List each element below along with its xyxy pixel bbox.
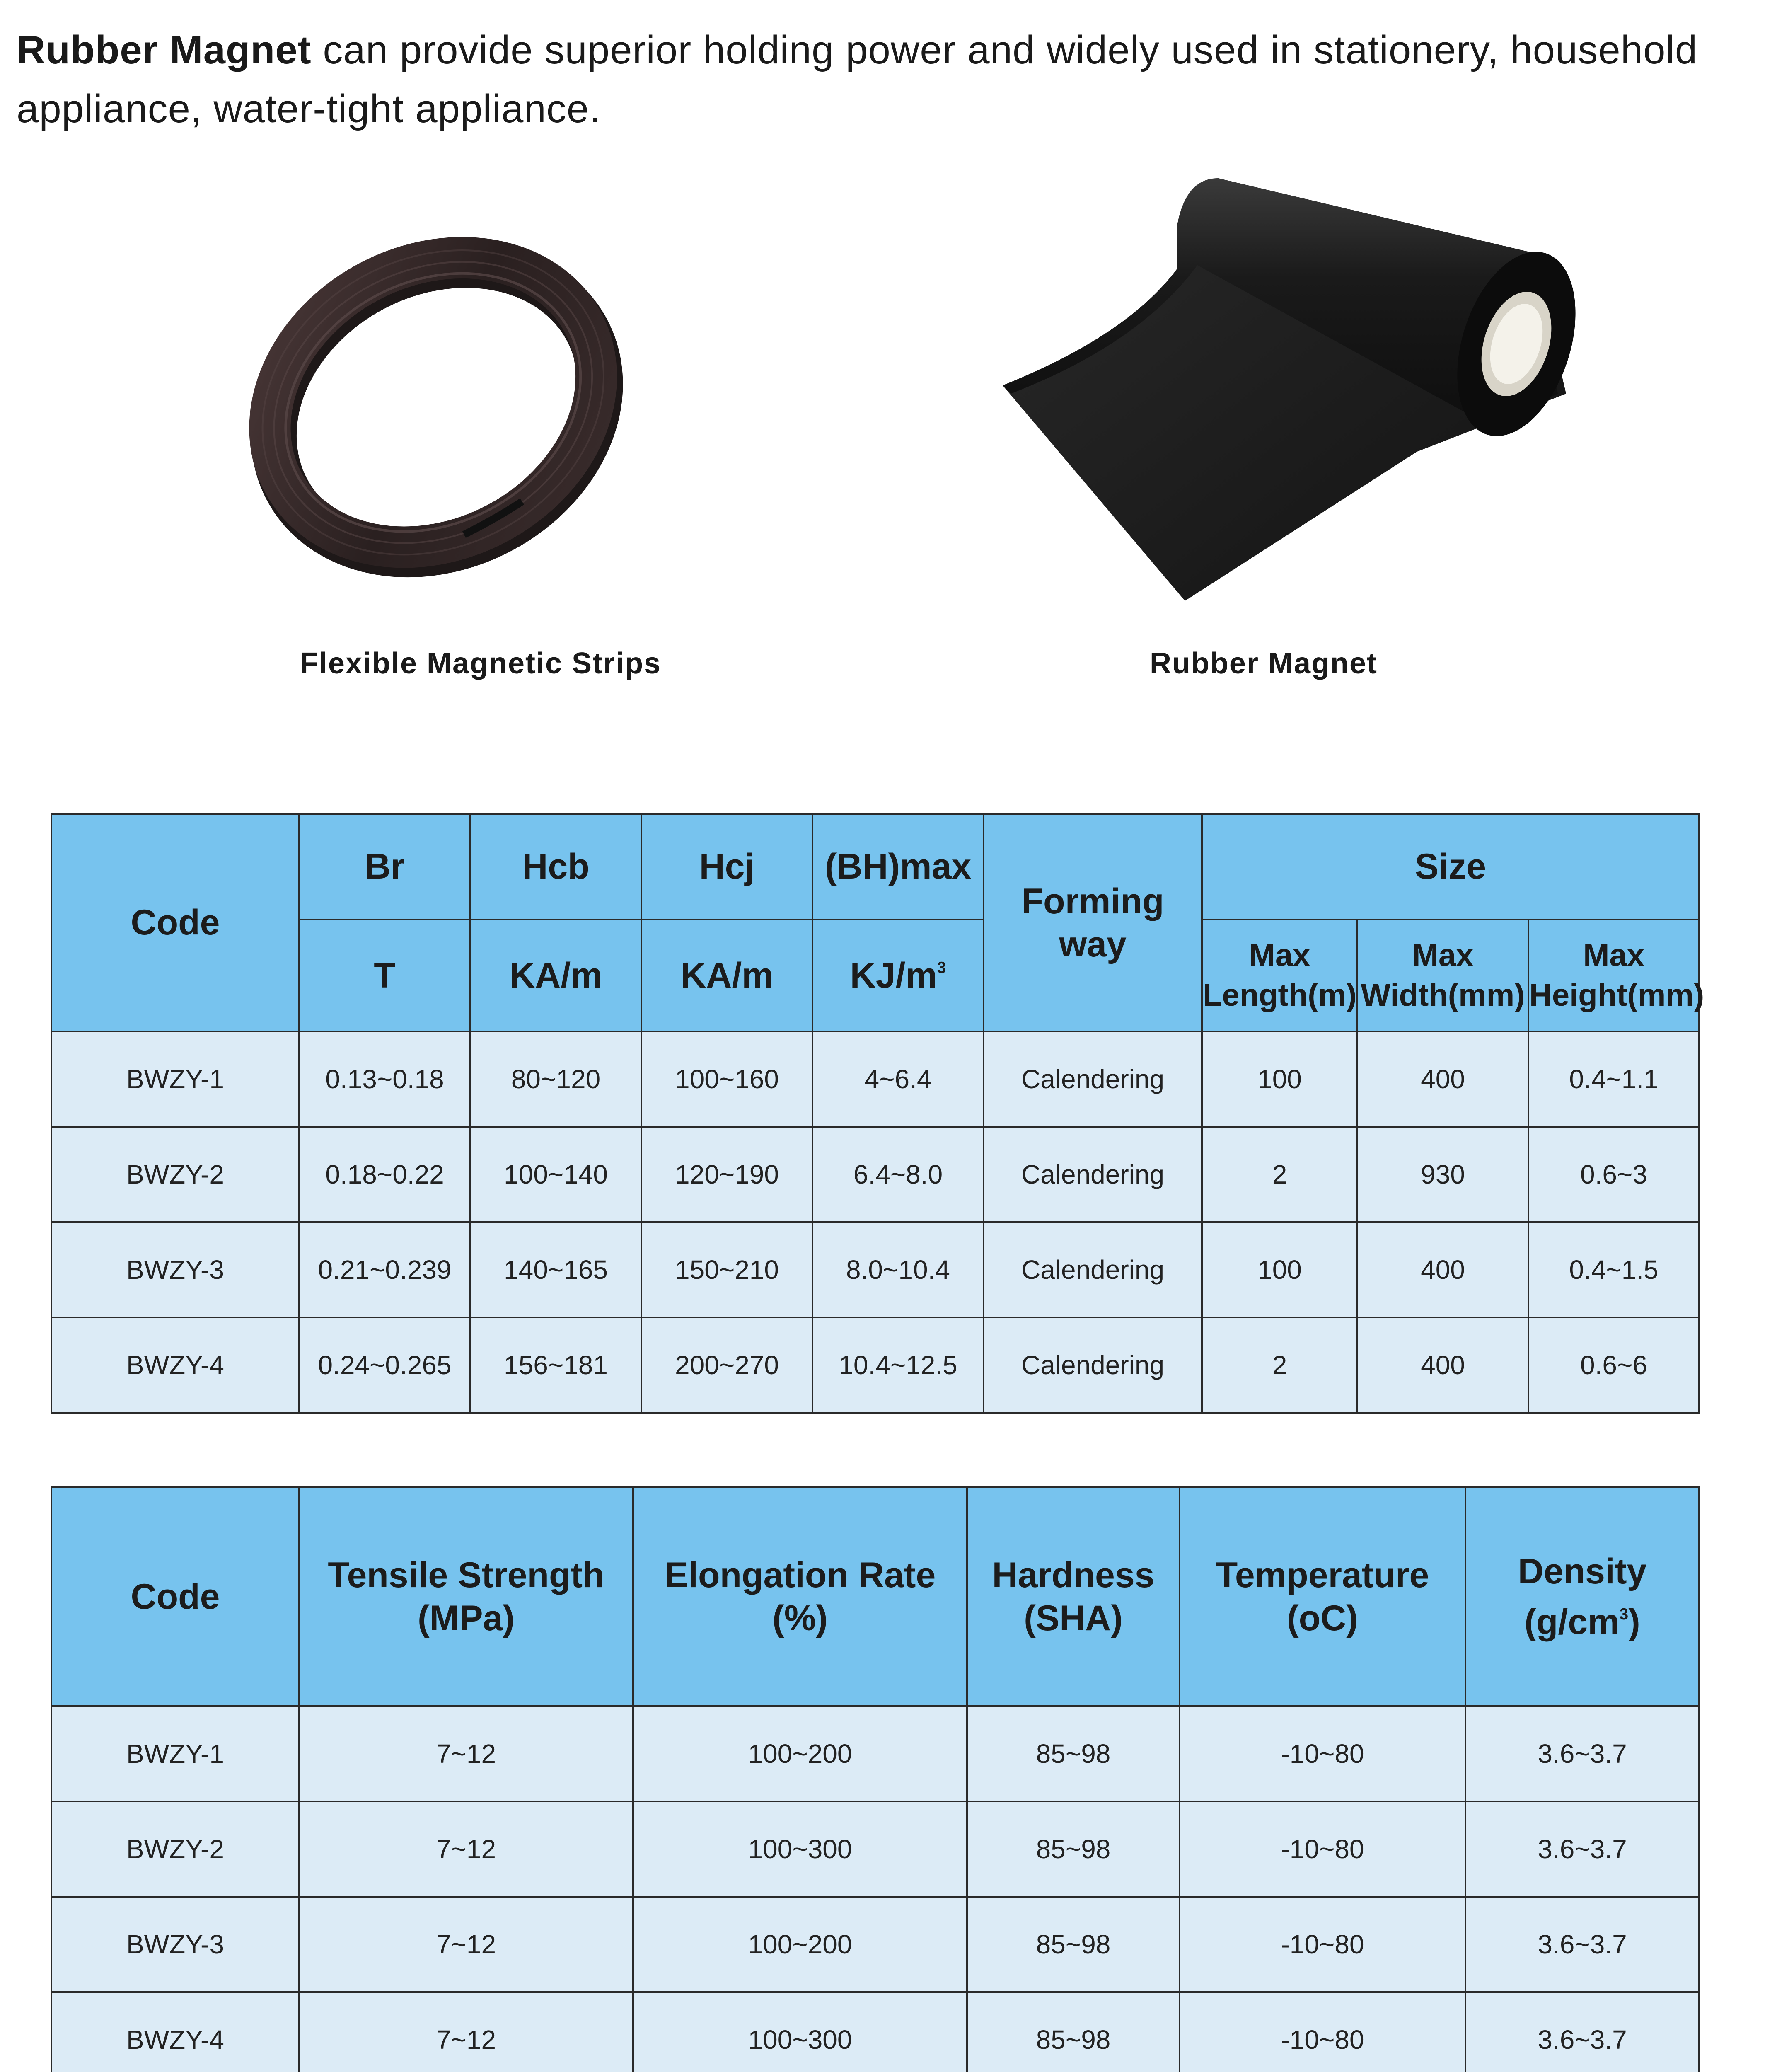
table-cell: 8.0~10.4 [812, 1222, 984, 1317]
header-bhmax: (BH)max [812, 814, 984, 920]
table-cell: 7~12 [299, 1992, 633, 2072]
table-cell: 7~12 [299, 1801, 633, 1897]
table-row [51, 1706, 1699, 1801]
table-cell: 10.4~12.5 [812, 1317, 984, 1413]
header-size: Size [1202, 814, 1699, 920]
table-cell: 150~210 [641, 1222, 812, 1317]
rubber-magnet-roll-image [1003, 162, 1591, 609]
table-cell: 930 [1357, 1127, 1528, 1222]
table-cell: 85~98 [967, 1801, 1180, 1897]
table-cell: 2 [1202, 1127, 1357, 1222]
header-hardness: Hardness (SHA) [967, 1487, 1180, 1706]
table-cell-code: BWZY-4 [51, 1992, 299, 2072]
table-cell-code: BWZY-1 [51, 1706, 299, 1801]
table-cell: 2 [1202, 1317, 1357, 1413]
caption-rubber-magnet: Rubber Magnet [1149, 647, 1378, 680]
table-cell: 80~120 [470, 1031, 641, 1127]
header-forming-way: Forming way [984, 814, 1202, 1031]
table-cell: 100~300 [633, 1992, 967, 2072]
table-cell: 0.6~6 [1528, 1317, 1699, 1413]
table-cell-code: BWZY-2 [51, 1801, 299, 1897]
table-cell: 0.21~0.239 [299, 1222, 470, 1317]
header-hcj: Hcj [641, 814, 812, 920]
table-cell: 156~181 [470, 1317, 641, 1413]
table-cell: 4~6.4 [812, 1031, 984, 1127]
table-cell: 100~300 [633, 1801, 967, 1897]
table-cell: -10~80 [1180, 1706, 1465, 1801]
intro-text: can provide superior holding power and widely used in stationery, household appliance, water-tight appliance. [17, 28, 1698, 131]
table-cell: -10~80 [1180, 1801, 1465, 1897]
table-cell: 100 [1202, 1031, 1357, 1127]
table-cell: 100~140 [470, 1127, 641, 1222]
header-max-height: Max Height(mm) [1528, 920, 1699, 1031]
magnetic-strip-coil-image [232, 203, 638, 609]
header-hcb-unit: KA/m [470, 920, 641, 1031]
table-cell: 0.6~3 [1528, 1127, 1699, 1222]
table-cell: 3.6~3.7 [1465, 1992, 1699, 2072]
table-cell: Calendering [984, 1317, 1202, 1413]
table-cell: 400 [1357, 1031, 1528, 1127]
table-cell: 100 [1202, 1222, 1357, 1317]
table-cell: 3.6~3.7 [1465, 1706, 1699, 1801]
table-cell: 7~12 [299, 1706, 633, 1801]
header-hcj-unit: KA/m [641, 920, 812, 1031]
header-max-width: Max Width(mm) [1357, 920, 1528, 1031]
table-cell: -10~80 [1180, 1992, 1465, 2072]
magnetic-properties-table [51, 813, 1704, 1414]
table-cell: 140~165 [470, 1222, 641, 1317]
header-tensile-strength: Tensile Strength (MPa) [299, 1487, 633, 1706]
table-cell: 3.6~3.7 [1465, 1801, 1699, 1897]
header-elongation-rate: Elongation Rate (%) [633, 1487, 967, 1706]
table-cell: Calendering [984, 1222, 1202, 1317]
table-row [51, 1897, 1699, 1992]
table-cell: 200~270 [641, 1317, 812, 1413]
table-cell: 0.4~1.1 [1528, 1031, 1699, 1127]
table-row [51, 1317, 1699, 1413]
table-cell: 100~200 [633, 1706, 967, 1801]
header-code: Code [51, 1487, 299, 1706]
header-max-length: Max Length(m) [1202, 920, 1357, 1031]
intro-bold-term: Rubber Magnet [17, 28, 312, 72]
table-cell: 3.6~3.7 [1465, 1897, 1699, 1992]
header-bh-unit: $KJ/m^3$ [812, 920, 984, 1031]
table-cell: 0.24~0.265 [299, 1317, 470, 1413]
header-density: Density $(g/cm^3)$ [1465, 1487, 1699, 1706]
table-row [51, 1127, 1699, 1222]
table-cell: 400 [1357, 1222, 1528, 1317]
table-row [51, 1801, 1699, 1897]
table-row [51, 1031, 1699, 1127]
header-br-unit: T [299, 920, 470, 1031]
header-code: Code [51, 814, 299, 1031]
table-cell: 0.13~0.18 [299, 1031, 470, 1127]
table-cell: 0.18~0.22 [299, 1127, 470, 1222]
table-cell: 100~160 [641, 1031, 812, 1127]
table-cell-code: BWZY-4 [51, 1317, 299, 1413]
table-cell: 0.4~1.5 [1528, 1222, 1699, 1317]
table-cell: -10~80 [1180, 1897, 1465, 1992]
physical-properties-table [51, 1486, 1700, 2072]
table-cell-code: BWZY-1 [51, 1031, 299, 1127]
header-br: Br [299, 814, 470, 920]
table-cell: 85~98 [967, 1992, 1180, 2072]
header-temperature: Temperature (oC) [1180, 1487, 1465, 1706]
table-cell: 100~200 [633, 1897, 967, 1992]
table-cell: 400 [1357, 1317, 1528, 1413]
table-cell: Calendering [984, 1031, 1202, 1127]
table-cell: 85~98 [967, 1706, 1180, 1801]
table-cell: Calendering [984, 1127, 1202, 1222]
table-cell: 6.4~8.0 [812, 1127, 984, 1222]
table-cell-code: BWZY-2 [51, 1127, 299, 1222]
table-cell-code: BWZY-3 [51, 1897, 299, 1992]
table-cell: 85~98 [967, 1897, 1180, 1992]
intro-paragraph [17, 21, 1757, 138]
table-row [51, 1992, 1699, 2072]
table-row [51, 1222, 1699, 1317]
caption-magnetic-strips: Flexible Magnetic Strips [300, 647, 662, 680]
table-cell-code: BWZY-3 [51, 1222, 299, 1317]
header-hcb: Hcb [470, 814, 641, 920]
table-cell: 120~190 [641, 1127, 812, 1222]
table-cell: 7~12 [299, 1897, 633, 1992]
